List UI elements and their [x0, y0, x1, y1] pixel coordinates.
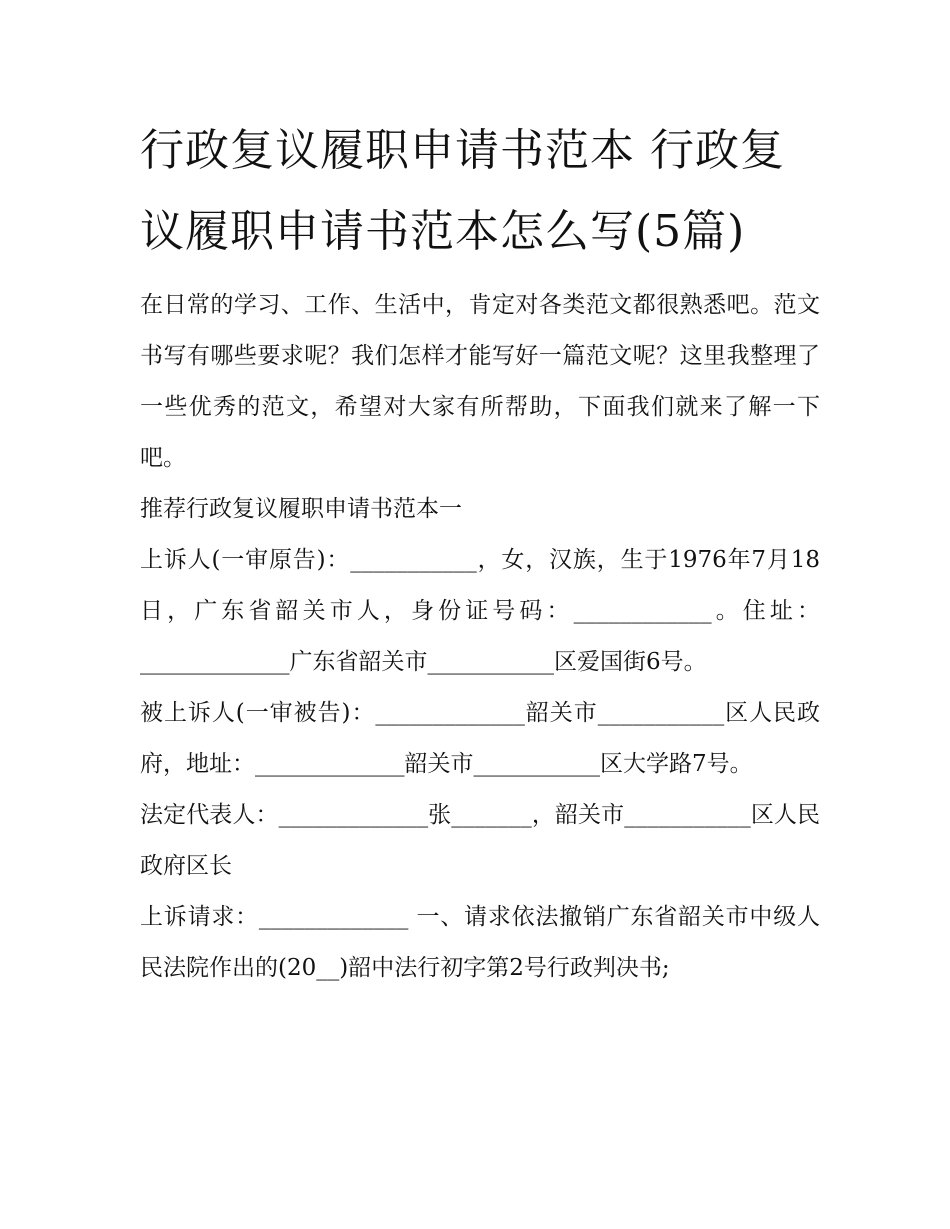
document-title: 行政复议履职申请书范本 行政复议履职申请书范本怎么写(5篇)	[140, 125, 785, 257]
document-page	[140, 110, 820, 994]
appellant-paragraph: 上诉人(一审原告)：___________，女，汉族，生于1976年7月18日，广东省韶关市人，身份证号码：____________。住址：_____________广东省韶关市___________区爱国街6号。	[140, 547, 820, 675]
intro-paragraph: 在日常的学习、工作、生活中，肯定对各类范文都很熟悉吧。范文书写有哪些要求呢？我们怎样才能写好一篇范文呢？这里我整理了一些优秀的范文，希望对大家有所帮助，下面我们就来了解一下吧。	[140, 292, 820, 471]
legal-representative-paragraph: 法定代表人：_____________张_______，韶关市___________区人民政府区长	[140, 802, 820, 879]
appeal-request-paragraph: 上诉请求：_____________ 一、请求依法撤销广东省韶关市中级人民法院作出的(20__)韶中法行初字第2号行政判决书;	[140, 904, 820, 981]
appellee-paragraph: 被上诉人(一审被告)：_____________韶关市___________区人民政府，地址：_____________韶关市___________区大学路7号。	[140, 700, 820, 777]
sample-heading: 推荐行政复议履职申请书范本一	[140, 496, 462, 522]
